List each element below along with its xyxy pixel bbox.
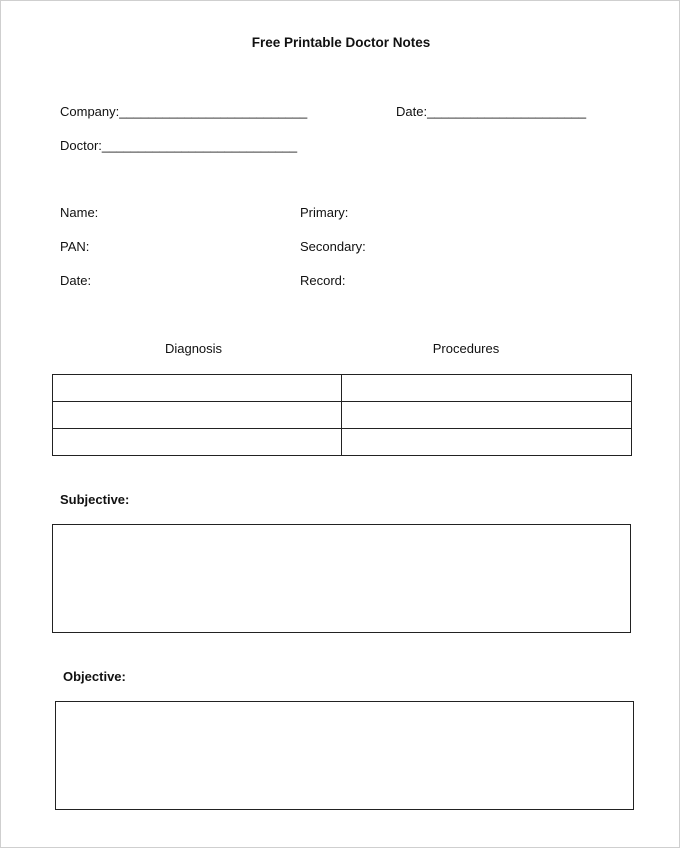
company-field[interactable]: Company:__________________________ — [60, 104, 308, 119]
secondary-label: Secondary: — [300, 239, 366, 254]
procedures-cell[interactable] — [342, 402, 632, 429]
subjective-box[interactable] — [52, 524, 631, 633]
record-label: Record: — [300, 273, 346, 288]
procedures-header: Procedures — [432, 341, 500, 356]
table-row — [53, 402, 632, 429]
diagnosis-procedures-table — [52, 374, 632, 456]
diagnosis-header: Diagnosis — [164, 341, 223, 356]
header-date-field[interactable]: Date:______________________ — [396, 104, 587, 119]
primary-label: Primary: — [300, 205, 349, 220]
name-label: Name: — [60, 205, 99, 220]
document-title: Free Printable Doctor Notes — [251, 35, 431, 50]
table-row — [53, 429, 632, 456]
procedures-cell[interactable] — [342, 375, 632, 402]
procedures-cell[interactable] — [342, 429, 632, 456]
patient-date-label: Date: — [60, 273, 92, 288]
doctor-field[interactable]: Doctor:___________________________ — [60, 138, 298, 153]
objective-box[interactable] — [55, 701, 634, 810]
diagnosis-cell[interactable] — [53, 375, 342, 402]
diagnosis-cell[interactable] — [53, 429, 342, 456]
table-row — [53, 375, 632, 402]
objective-heading: Objective: — [63, 669, 126, 684]
diagnosis-cell[interactable] — [53, 402, 342, 429]
subjective-heading: Subjective: — [60, 492, 130, 507]
pan-label: PAN: — [60, 239, 90, 254]
